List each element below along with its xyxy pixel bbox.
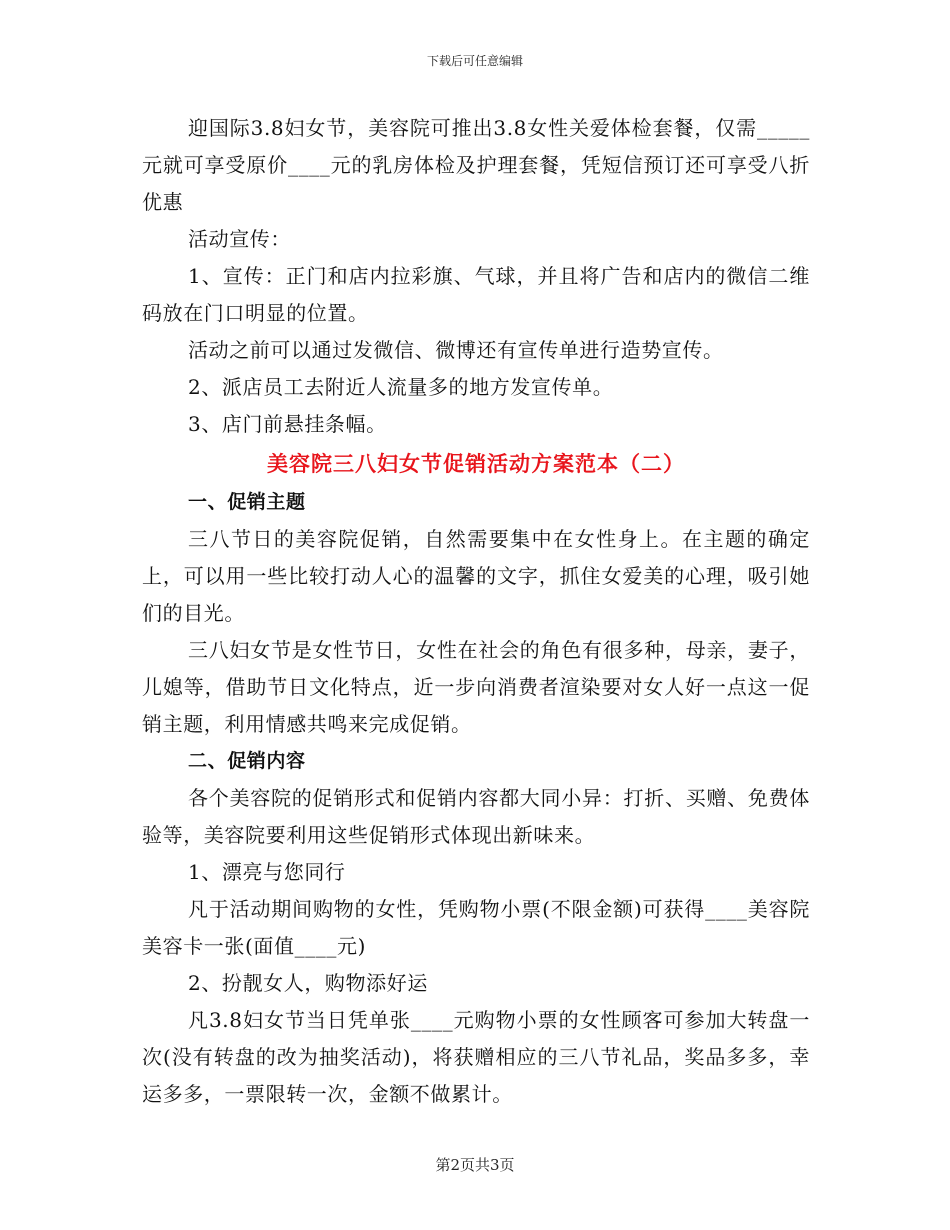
paragraph-content-1: 各个美容院的促销形式和促销内容都大同小异：打折、买赠、免费体验等，美容院要利用这些促销形式体现出新味来。 [142, 786, 810, 847]
paragraph-content-5: 凡3.8妇女节当日凭单张____元购物小票的女性顾客可参加大转盘一次(没有转盘的改为抽奖活动)，将获赠相应的三八节礼品，奖品多多，幸运多多，一票限转一次，金额不做累计。 [142, 1008, 810, 1106]
paragraph-promo-3: 3、店门前悬挂条幅。 [188, 412, 387, 436]
paragraph-intro: 迎国际3.8妇女节，美容院可推出3.8女性关爱体检套餐，仅需_____元就可享受原价____元的乳房体检及护理套餐，凭短信预订还可享受八折优惠 [142, 116, 810, 214]
paragraph-theme-1: 三八节日的美容院促销，自然需要集中在女性身上。在主题的确定上，可以用一些比较打动人心的温馨的文字，抓住女爱美的心理，吸引她们的目光。 [142, 527, 810, 625]
paragraph-promo-label: 活动宣传： [188, 227, 291, 251]
section-title: 美容院三八妇女节促销活动方案范本（二） [267, 452, 685, 476]
heading-content: 二、促销内容 [188, 750, 306, 772]
paragraph-theme-2: 三八妇女节是女性节日，女性在社会的角色有很多种，母亲，妻子，儿媳等，借助节日文化特点，近一步向消费者渲染要对女人好一点这一促销主题，利用情感共鸣来完成促销。 [142, 638, 810, 736]
paragraph-content-3: 凡于活动期间购物的女性，凭购物小票(不限金额)可获得____美容院美容卡一张(面值____元) [142, 897, 810, 958]
paragraph-content-4: 2、扮靓女人，购物添好运 [188, 971, 428, 995]
paragraph-promo-1: 1、宣传：正门和店内拉彩旗、气球，并且将广告和店内的微信二维码放在门口明显的位置。 [142, 264, 810, 325]
paragraph-content-2: 1、漂亮与您同行 [188, 860, 346, 884]
paragraph-promo-2: 2、派店员工去附近人流量多的地方发宣传单。 [188, 375, 614, 399]
heading-theme: 一、促销主题 [188, 491, 306, 513]
page-number: 第2页共3页 [435, 1156, 515, 1174]
header-note: 下载后可任意编辑 [426, 54, 523, 68]
document-body [142, 110, 810, 1113]
paragraph-promo-note: 活动之前可以通过发微信、微博还有宣传单进行造势宣传。 [188, 338, 724, 362]
